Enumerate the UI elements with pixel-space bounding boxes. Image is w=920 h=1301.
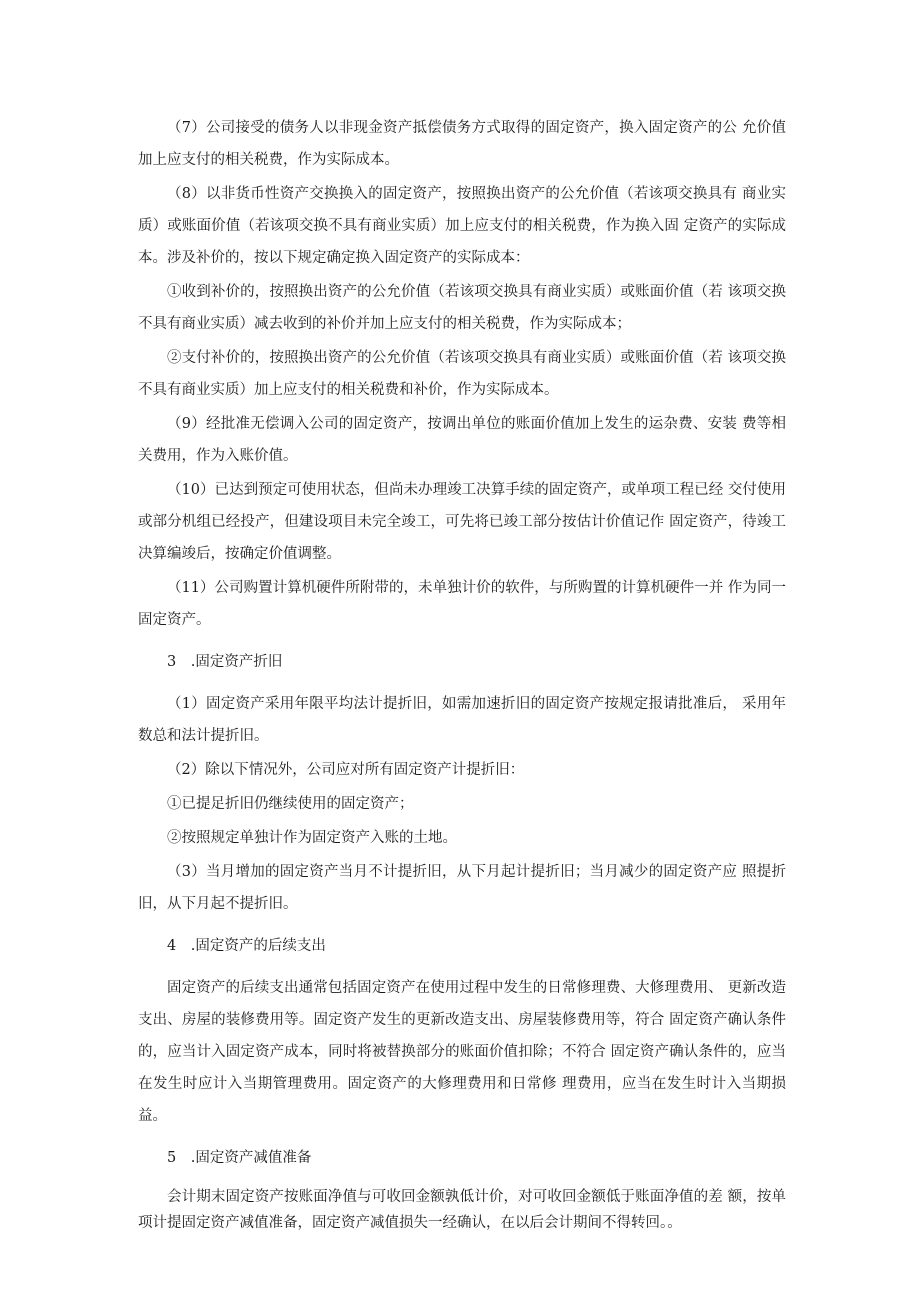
paragraph-item-11: （11）公司购置计算机硬件所附带的，未单独计价的软件，与所购置的计算机硬件一并 作为同一固定资产。 [138,580,786,628]
paragraph-item-10: （10）已达到预定可使用状态，但尚未办理竣工决算手续的固定资产，或单项工程已经 交付使用或部分机组已经投产，但建设项目未完全竣工，可先将已竣工部分按估计价值记作 固定资产，待竣工决算编竣后，按确定价值调整。 [138,482,786,562]
paragraph-item-8-paid: ②支付补价的，按照换出资产的公允价值（若该项交换具有商业实质）或账面价值（若 该项交换不具有商业实质）加上应支付的相关税费和补价，作为实际成本。 [138,350,786,398]
section-heading-impairment: 5 .固定资产减值准备 [167,1150,312,1166]
depreciation-item-2: （2）除以下情况外，公司应对所有固定资产计提折旧： [167,762,525,778]
depreciation-item-1: （1）固定资产采用年限平均法计提折旧，如需加速折旧的固定资产按规定报请批准后， 采用年数总和法计提折旧。 [138,696,786,744]
subsequent-expenditure-body: 固定资产的后续支出通常包括固定资产在使用过程中发生的日常修理费、大修理费用、 更新改造支出、房屋的装修费用等。固定资产发生的更新改造支出、房屋装修费用等，符合 固定资产确认条件的，应当计入固定资产成本，同时将被替换部分的账面价值扣除；不符合 固定资产确认条件的，应当在发生时应计入当期管理费用。固定资产的大修理费用和日常修 理费用，应当在发生时计入当期损益。 [138,980,786,1124]
section-heading-subsequent-expenditure: 4 .固定资产的后续支出 [167,938,326,954]
paragraph-item-8-received: ①收到补价的，按照换出资产的公允价值（若该项交换具有商业实质）或账面价值（若 该项交换不具有商业实质）减去收到的补价并加上应支付的相关税费，作为实际成本； [138,284,786,332]
depreciation-exception-1: ①已提足折旧仍继续使用的固定资产； [167,796,414,812]
paragraph-item-7: （7）公司接受的债务人以非现金资产抵偿债务方式取得的固定资产，换入固定资产的公 允价值加上应支付的相关税费，作为实际成本。 [138,120,786,168]
paragraph-item-9: （9）经批准无偿调入公司的固定资产，按调出单位的账面价值加上发生的运杂费、安装 费等相关费用，作为入账价值。 [138,416,786,464]
section-heading-depreciation: 3 .固定资产折旧 [167,654,283,670]
paragraph-item-8: （8）以非货币性资产交换换入的固定资产，按照换出资产的公允价值（若该项交换具有 商业实质）或账面价值（若该项交换不具有商业实质）加上应支付的相关税费，作为换入固 定资产的实际成本。涉及补价的，按以下规定确定换入固定资产的实际成本： [138,186,786,266]
document-body [138,112,786,1236]
depreciation-item-3: （3）当月增加的固定资产当月不计提折旧，从下月起计提折旧；当月减少的固定资产应 照提折旧，从下月起不提折旧。 [138,864,786,912]
impairment-body: 会计期末固定资产按账面净值与可收回金额孰低计价，对可收回金额低于账面净值的差 额，按单项计提固定资产减值准备，固定资产减值损失一经确认，在以后会计期间不得转回。。 [138,1189,786,1231]
depreciation-exception-2: ②按照规定单独计作为固定资产入账的土地。 [167,830,457,846]
